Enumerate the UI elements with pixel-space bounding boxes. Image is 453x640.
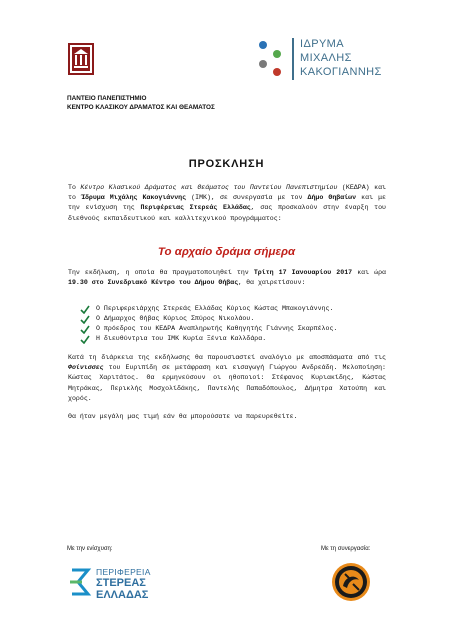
play-title: Φοίνισσες (68, 364, 104, 372)
checkmark-icon (80, 335, 90, 344)
intro-paragraph: Το Κέντρο Κλασικού Δράματος και Θεάματος του Παντείου Πανεπιστημίου (ΚΕΔΡΑ) και το Ίδρυμα Μιχάλης Κακογιάννης (ΙΜΚ), σε συνεργασία με τον Δήμο Θηβαίων και με την ενίσχυση της Περιφέρειας Στερεάς Ελλάδας, σας προσκαλούν στην έναρξη του διεθνούς εκπαιδευτικού και καλλιτεχνικού προγράμματος: (68, 184, 387, 222)
region-logo-line1: ΠΕΡΙΦΕΡΕΙΑ (96, 567, 151, 577)
event-date: Τρίτη 17 Ιανουαρίου 2017 (253, 269, 353, 276)
program-paragraph: Κατά τη διάρκεια της εκδήλωσης θα παρουσιαστεί αναλόγιο με αποσπάσματα από τις Φοίνισσες του Ευριπίδη σε μετάφραση και εισαγωγή Γιώργου Ανδρεάδη. Μελοποίηση: Κώστας Χαριτάτος. Θα ερμηνεύσουν οι ηθοποιοί: Στέφανος Κυριακίδης, Κώστας Μητράκας, Περικλής Μοσχολίδάκης, Παντελής Παπαδόπουλος, Δήμητρα Χατούπη και χορός. (68, 354, 386, 402)
region-logo-line2: ΣΤΕΡΕΑΣ (96, 577, 146, 589)
checkmark-icon (80, 325, 90, 334)
foundation-name-line2: ΜΙΧΑΛΗΣ (300, 52, 352, 64)
list-item: Ο πρόεδρος του ΚΕΔΡΑ Αναπληρωτής Καθηγητής Γιάννης Σκαρπέλος. (80, 324, 386, 334)
guest-list (80, 304, 386, 344)
foundation-dots-logo (254, 38, 286, 78)
foundation-name-line1: ΙΔΡΥΜΑ (300, 38, 344, 50)
panteion-crest-logo (67, 42, 95, 76)
invitation-title: ΠΡΟΣΚΛΗΣΗ (188, 158, 265, 170)
list-item: Ο Περιφερειάρχης Στερεάς Ελλάδας Κύριος Κώστας Μπακογιάννης. (80, 304, 386, 314)
checkmark-icon (80, 315, 90, 324)
event-paragraph: Την εκδήλωση, η οποία θα πραγματοποιηθεί την Τρίτη 17 Ιανουαρίου 2017 και ώρα 19.30 στο Συνεδριακό Κέντρο του Δήμου Θήβας, θα χαιρετίσουν: (68, 269, 386, 287)
program-subtitle: Το αρχαίο δράμα σήμερα (157, 246, 296, 258)
imk-name: Ίδρυμα Μιχάλης Κακογιάννης (80, 194, 187, 202)
region-logo-icon (68, 566, 92, 598)
region-name: Περιφέρειας Στερεάς Ελλάδας (140, 204, 251, 212)
event-time-place: 19.30 στο Συνεδριακό Κέντρο του Δήμου Θήβας (68, 279, 239, 287)
support-label: Με την ενίσχυση: (67, 546, 113, 552)
center-name: ΚΕΝΤΡΟ ΚΛΑΣΙΚΟΥ ΔΡΑΜΑΤΟΣ ΚΑΙ ΘΕΑΜΑΤΟΣ (67, 104, 215, 111)
closing-sentence: Θα ήταν μεγάλη μας τιμή εάν θα μπορούσατε να παρευρεθείτε. (68, 413, 298, 420)
list-item: Ο Δήμαρχος Θήβας Κύριος Σπύρος Νικολάου. (80, 314, 386, 324)
kedra-name: Κέντρο Κλασικού Δράματος και Θεάματος του Παντείου Πανεπιστημίου (80, 184, 338, 191)
cooperation-label: Με τη συνεργασία: (321, 546, 371, 552)
municipality-seal-logo (331, 562, 371, 602)
list-item: Η διευθύντρια του ΙΜΚ Κυρία Ξένια Καλλδάρα. (80, 334, 386, 344)
foundation-name-line3: ΚΑΚΟΓΙΑΝΝΗΣ (300, 66, 382, 78)
thebes-name: Δήμο Θηβαίων (307, 194, 357, 202)
foundation-divider (292, 38, 294, 80)
university-name: ΠΑΝΤΕΙΟ ΠΑΝΕΠΙΣΤΗΜΙΟ (67, 95, 147, 102)
region-logo-line3: ΕΛΛΑΔΑΣ (96, 589, 149, 601)
checkmark-icon (80, 305, 90, 314)
